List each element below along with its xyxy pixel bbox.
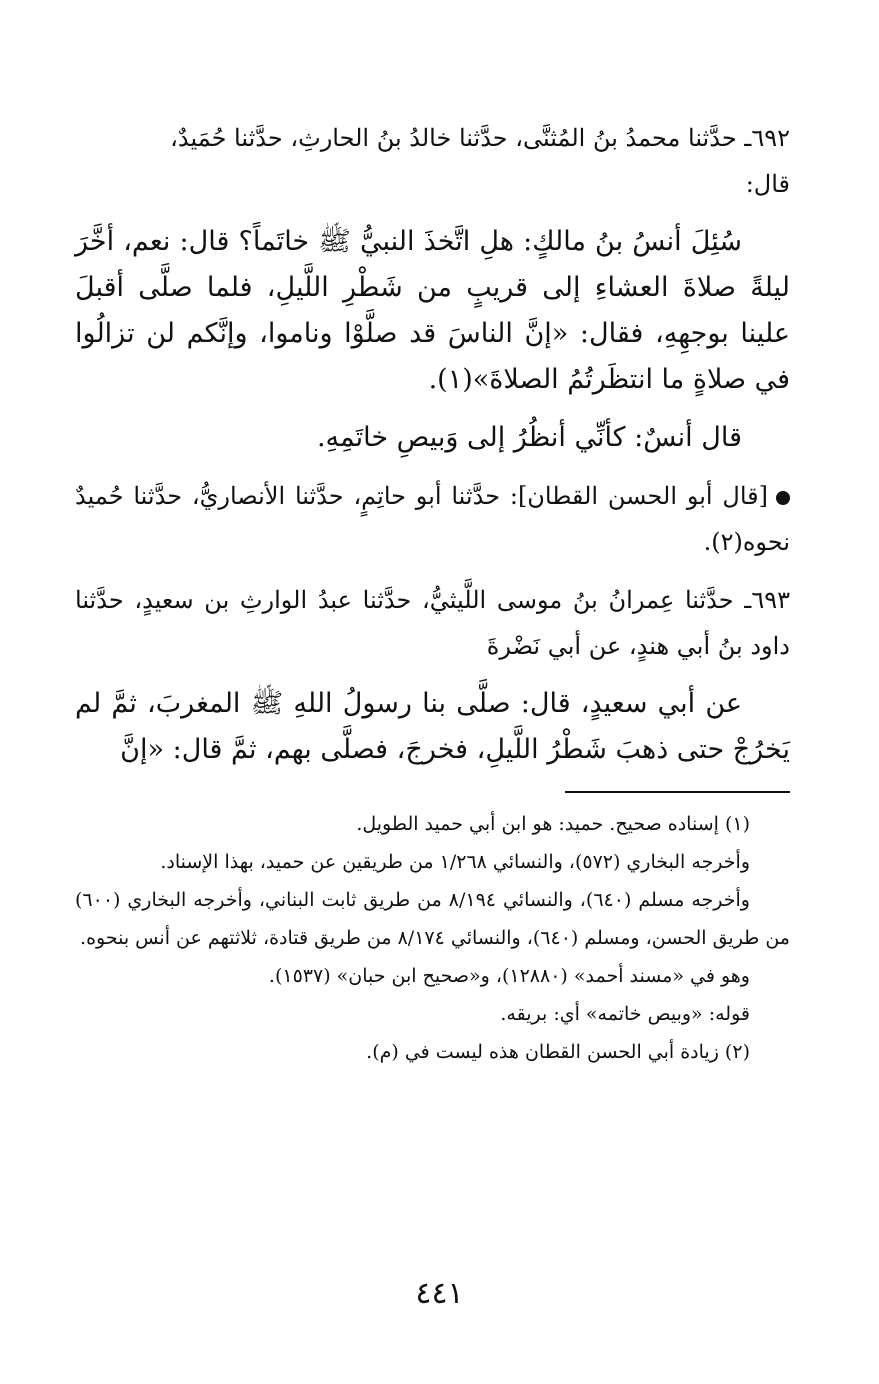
hadith-692-isnad-qala: قال: — [745, 170, 790, 198]
footnote-1-line: وأخرجه مسلم (٦٤٠)، والنسائي ٨/١٩٤ من طريق ثابت البناني، وأخرجه البخاري (٦٠٠) من طريق الحسن، ومسلم (٦٤٠)، والنسائي ٨/١٧٤ من طريق قتادة، ثلاثتهم عن أنس بنحوه. — [75, 889, 790, 949]
footnote-1-line: قوله: «وبيص خاتمه» أي: بريقه. — [500, 1003, 750, 1025]
footnotes — [75, 805, 790, 1071]
main-text — [75, 115, 790, 773]
anas-quote: قال أنسٌ: كأنِّي أنظُرُ إلى وَبيصِ خاتَمِهِ. — [316, 422, 742, 453]
hadith-693-isnad: ٦٩٣ـ حدَّثنا عِمرانُ بنُ موسى اللَّيثيُّ، حدَّثنا عبدُ الوارثِ بن سعيدٍ، حدَّثنا داود بنُ أبي هندٍ، عن أبي نَضْرةَ — [75, 586, 790, 660]
qattan-note-text: [قال أبو الحسن القطان]: حدَّثنا أبو حاتِمٍ، حدَّثنا الأنصاريُّ، حدَّثنا حُميدٌ نحوه(٢). — [75, 482, 790, 556]
footnote-divider — [565, 791, 790, 793]
footnote-1-line: وهو في «مسند أحمد» (١٢٨٨٠)، و«صحيح ابن حبان» (١٥٣٧). — [268, 965, 750, 987]
bullet-icon — [776, 491, 790, 505]
footnote-2: (٢) زيادة أبي الحسن القطان هذه ليست في (م). — [366, 1041, 750, 1063]
footnote-1: (١) إسناده صحيح. حميد: هو ابن أبي حميد الطويل. — [356, 813, 750, 835]
qattan-note — [75, 473, 790, 565]
page-number: ٤٤١ — [415, 1276, 464, 1311]
hadith-692-isnad: ٦٩٢ـ حدَّثنا محمدُ بنُ المُثنَّى، حدَّثنا خالدُ بنُ الحارثِ، حدَّثنا حُمَيدٌ، — [170, 124, 790, 152]
page-body — [75, 115, 790, 1071]
footnote-1-line: وأخرجه البخاري (٥٧٢)، والنسائي ١/٢٦٨ من طريقين عن حميد، بهذا الإسناد. — [160, 851, 750, 873]
hadith-692-matn: سُئِلَ أنسُ بنُ مالكٍ: هلِ اتَّخذَ النبيُّ ﷺ خاتَماً؟ قال: نعم، أخَّرَ ليلةً صلاةَ العشاءِ إلى قريبٍ من شَطْرِ اللَّيلِ، فلما صلَّى أقبلَ علينا بوجهِهِ، فقال: «إنَّ الناسَ قد صلَّوْا وناموا، وإنَّكم لن تزالُوا في صلاةٍ ما انتظَرتُمُ الصلاةَ»(١). — [75, 226, 790, 395]
hadith-693-matn: عن أبي سعيدٍ، قال: صلَّى بنا رسولُ اللهِ ﷺ المغربَ، ثمَّ لم يَخرُجْ حتى ذهبَ شَطْرُ اللَّيلِ، فخرجَ، فصلَّى بهم، ثمَّ قال: «إنَّ — [75, 688, 790, 765]
